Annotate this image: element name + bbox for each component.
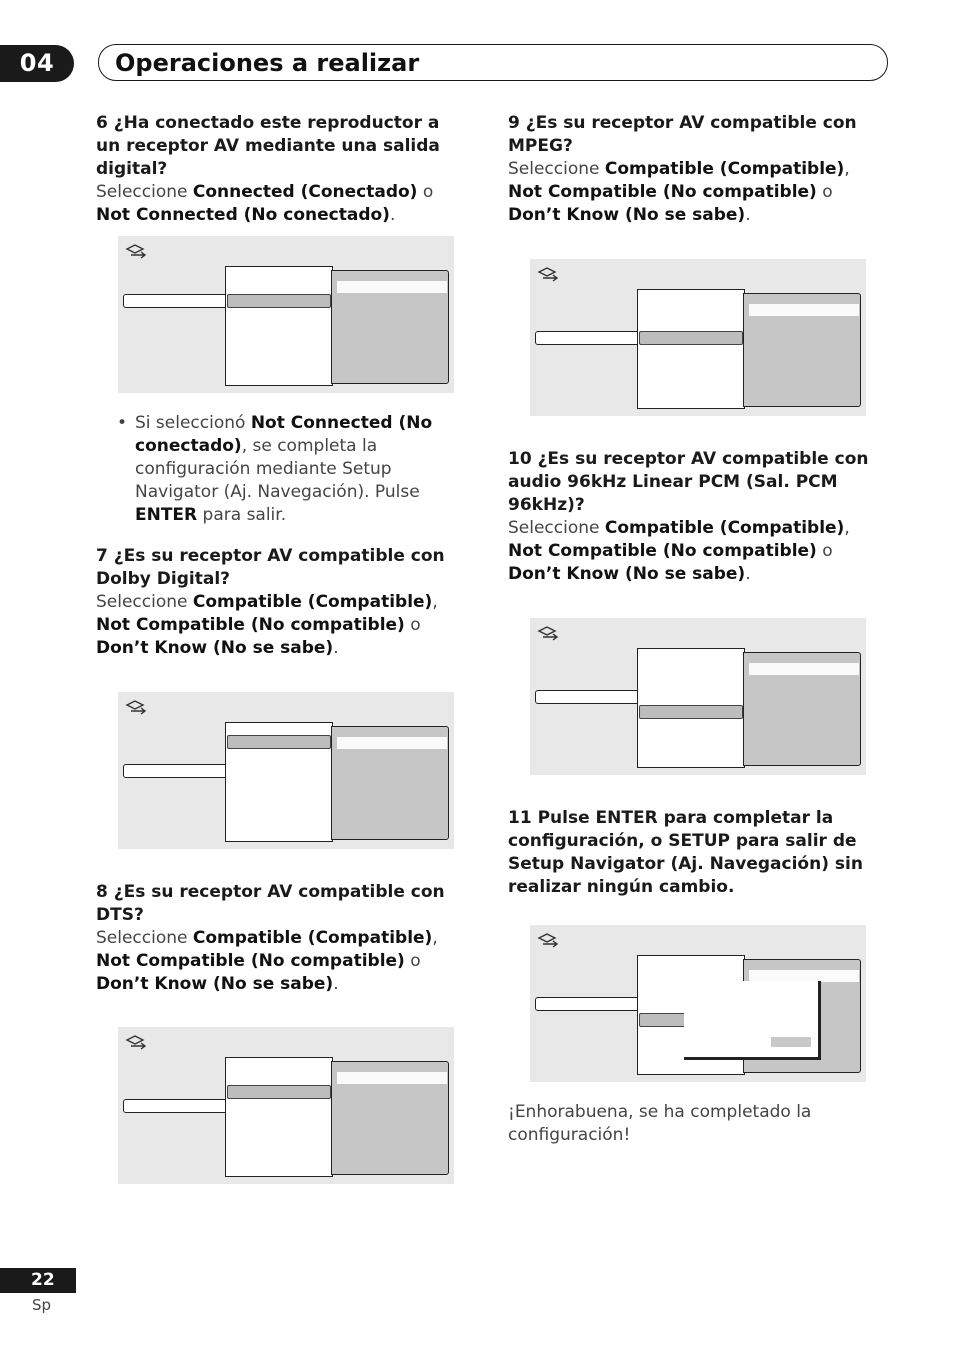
- menu-selected-item: [639, 705, 743, 719]
- setup-navigator-icon: [537, 625, 559, 643]
- step-11: [508, 807, 880, 899]
- step-9: [508, 112, 880, 227]
- option-highlight: [749, 663, 859, 675]
- step-instruction: Seleccione Compatible (Compatible), Not Compatible (No compatible) o Don’t Know (No se sabe).: [96, 928, 438, 994]
- setup-screen-step-7: [118, 692, 454, 849]
- setup-screen-step-9: [530, 259, 866, 416]
- option-highlight: [337, 1072, 447, 1084]
- page-number: 22: [0, 1268, 76, 1293]
- chapter-title-frame: [98, 44, 888, 81]
- step-question: 6 ¿Ha conectado este reproductor a un receptor AV mediante una salida digital?: [96, 113, 440, 179]
- step-instruction: Seleccione Connected (Conectado) o Not Connected (No conectado).: [96, 182, 434, 225]
- setup-navigator-icon: [125, 1034, 147, 1052]
- setup-navigator-icon: [537, 266, 559, 284]
- step-question: 11 Pulse ENTER para completar la configuración, o SETUP para salir de Setup Navigator (Aj. Navegación) sin realizar ningún cambio.: [508, 808, 863, 897]
- menu-pane-left: [535, 331, 638, 345]
- menu-pane-left: [123, 764, 226, 778]
- step-7: [96, 545, 468, 660]
- menu-selected-item: [639, 331, 743, 345]
- completion-message: ¡Enhorabuena, se ha completado la configuración!: [508, 1102, 812, 1145]
- bullet-note: • Si seleccionó Not Connected (No conectado), se completa la configuración mediante Setup Navigator (Aj. Navegación). Pulse ENTER para salir.: [117, 413, 433, 525]
- step-question: 7 ¿Es su receptor AV compatible con Dolby Digital?: [96, 546, 445, 589]
- menu-pane-left: [535, 997, 638, 1011]
- step-10: [508, 448, 880, 586]
- menu-pane-middle: [637, 289, 745, 409]
- menu-selected-item: [227, 735, 331, 749]
- setup-screen-step-8: [118, 1027, 454, 1184]
- page-language: Sp: [32, 1296, 52, 1314]
- chapter-number: 04: [0, 45, 74, 82]
- step-instruction: Seleccione Compatible (Compatible), Not Compatible (No compatible) o Don’t Know (No se sabe).: [96, 592, 438, 658]
- menu-pane-middle: [225, 266, 333, 386]
- step-6: [96, 112, 468, 227]
- step-8: [96, 881, 468, 996]
- chapter-title: Operaciones a realizar: [115, 49, 420, 77]
- setup-screen-step-11: [530, 925, 866, 1082]
- menu-pane-left: [535, 690, 638, 704]
- step-instruction: Seleccione Compatible (Compatible), Not Compatible (No compatible) o Don’t Know (No se sabe).: [508, 518, 850, 584]
- setup-navigator-icon: [125, 699, 147, 717]
- setup-navigator-icon: [537, 932, 559, 950]
- setup-screen-step-6: [118, 236, 454, 393]
- step-question: 8 ¿Es su receptor AV compatible con DTS?: [96, 882, 445, 925]
- step-question: 9 ¿Es su receptor AV compatible con MPEG?: [508, 113, 857, 156]
- menu-pane-left: [123, 294, 226, 308]
- step-instruction: Seleccione Compatible (Compatible), Not Compatible (No compatible) o Don’t Know (No se sabe).: [508, 159, 850, 225]
- completion-dialog: [684, 981, 821, 1060]
- bullet-dot: •: [117, 413, 128, 433]
- setup-screen-step-10: [530, 618, 866, 775]
- dialog-ok-button[interactable]: [771, 1037, 811, 1047]
- step-question: 10 ¿Es su receptor AV compatible con audio 96kHz Linear PCM (Sal. PCM 96kHz)?: [508, 449, 869, 515]
- option-highlight: [337, 737, 447, 749]
- option-highlight: [749, 304, 859, 316]
- option-highlight: [337, 281, 447, 293]
- menu-pane-left: [123, 1099, 226, 1113]
- menu-selected-item: [227, 1085, 331, 1099]
- menu-selected-item: [227, 294, 331, 308]
- menu-pane-middle: [225, 1057, 333, 1177]
- setup-navigator-icon: [125, 243, 147, 261]
